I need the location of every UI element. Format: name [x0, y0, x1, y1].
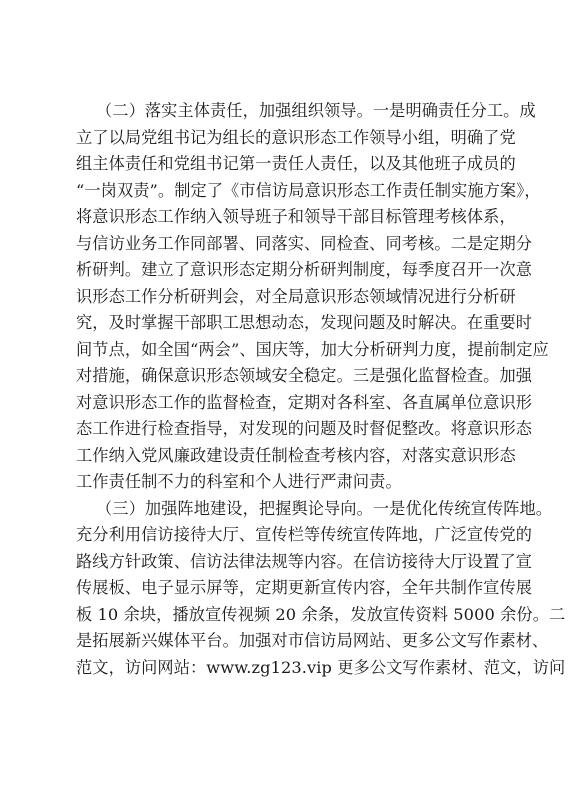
text-line: 充分利用信访接待大厅、宣传栏等传统宣传阵地，广泛宣传党的	[76, 525, 533, 544]
text-line: （二）落实主体责任，加强组织领导。一是明确责任分工。成	[96, 101, 536, 120]
text-line: 范文，访问网站：www.zg123.vip 更多公文写作素材、范文，访问	[76, 657, 566, 677]
text-line: 究，及时掌握干部职工思想动态，发现问题及时解决。在重要时	[76, 313, 533, 332]
document-body	[76, 98, 566, 681]
text-line: 是拓展新兴媒体平台。加强对市信访局网站、更多公文写作素材、	[76, 631, 549, 650]
text-line: 路线方针政策、信访法律法规等内容。在信访接待大厅设置了宣	[76, 551, 533, 571]
text-line: 对意识形态工作的监督检查，定期对各科室、各直属单位意识形	[76, 392, 533, 412]
text-line: 组主体责任和党组书记第一责任人责任，以及其他班子成员的	[76, 154, 516, 173]
text-line: 立了以局党组书记为组长的意识形态工作领导小组，明确了党	[76, 127, 516, 147]
text-line: 将意识形态工作纳入领导班子和领导干部目标管理考核体系，	[76, 207, 516, 226]
text-line: 析研判。建立了意识形态定期分析研判制度，每季度召开一次意	[76, 260, 533, 279]
text-line: 板 10 余块，播放宣传视频 20 余条，发放宣传资料 5000 余份。二	[76, 604, 566, 624]
text-line: 识形态工作分析研判会，对全局意识形态领域情况进行分析研	[76, 286, 516, 306]
text-line: 与信访业务工作同部署、同落实、同检查、同考核。二是定期分	[76, 233, 533, 253]
text-line: 传展板、电子显示屏等，定期更新宣传内容，全年共制作宣传展	[76, 578, 533, 597]
text-line: 间节点，如全国“两会”、国庆等，加大分析研判力度，提前制定应	[76, 339, 549, 359]
text-line: （三）加强阵地建设，把握舆论导向。一是优化传统宣传阵地。	[96, 498, 553, 518]
text-line: 对措施，确保意识形态领域安全稳定。三是强化监督检查。加强	[76, 366, 533, 385]
text-line: 工作责任制不力的科室和个人进行严肃问责。	[76, 472, 402, 491]
text-line: “一岗双责”。制定了《市信访局意识形态工作责任制实施方案》，	[76, 180, 541, 200]
text-line: 工作纳入党风廉政建设责任制检查考核内容，对落实意识形态	[76, 445, 516, 465]
text-line: 态工作进行检查指导，对发现的问题及时督促整改。将意识形态	[76, 419, 533, 438]
